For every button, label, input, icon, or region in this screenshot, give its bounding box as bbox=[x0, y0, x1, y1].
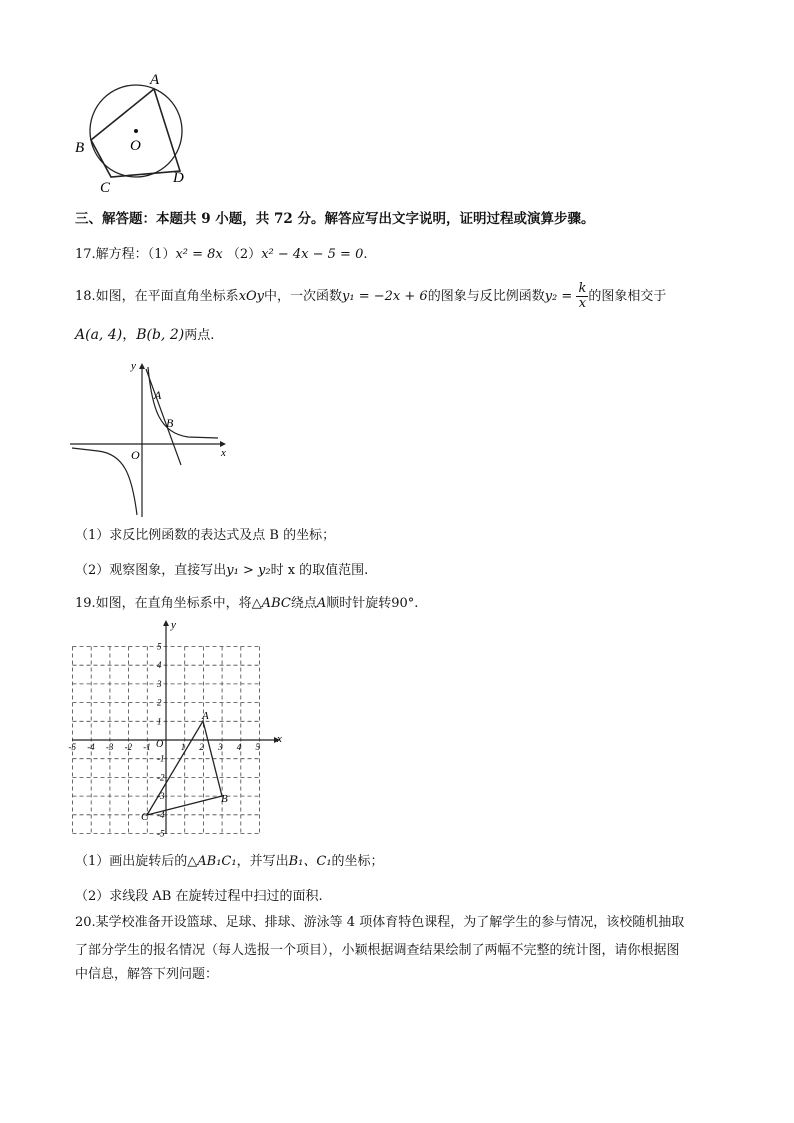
y-tick-label: 4 bbox=[157, 660, 162, 671]
q19-grid-figure bbox=[68, 620, 288, 840]
graph-label-x: x bbox=[221, 447, 226, 459]
q20-line1: 20.某学校准备开设篮球、足球、排球、游泳等 4 项体育特色课程，为了解学生的参与情况，该校随机抽取 bbox=[75, 915, 685, 930]
x-tick-label: -4 bbox=[87, 742, 95, 752]
x-tick-label: -5 bbox=[68, 742, 76, 752]
question-19 bbox=[75, 595, 418, 613]
q17-end: . bbox=[363, 247, 368, 262]
q19-angle: 90° bbox=[391, 596, 415, 611]
y-tick-label: -4 bbox=[157, 809, 165, 820]
y-tick-label: 3 bbox=[157, 678, 162, 689]
q18-part1: （1）求反比例函数的表达式及点 B 的坐标； bbox=[75, 528, 336, 543]
x-tick-label: 4 bbox=[236, 742, 242, 752]
q19-part1-b: ，并写出 bbox=[236, 854, 289, 869]
label-D: D bbox=[173, 170, 184, 186]
q19-text-c: 顺时针旋转 bbox=[326, 596, 392, 611]
q18-part2-b: 时 x 的取值范围. bbox=[270, 563, 369, 578]
q18-point-b: B(b, 2) bbox=[136, 327, 185, 343]
grid-label-x: x bbox=[277, 733, 282, 745]
label-C: C bbox=[100, 180, 111, 196]
q17-mid: （2） bbox=[226, 247, 262, 262]
question-17 bbox=[75, 246, 368, 264]
grid-label-C: C bbox=[141, 811, 149, 823]
q17-prefix: 17.解方程：（1） bbox=[75, 247, 176, 262]
q19-part1-a: （1）画出旋转后的 bbox=[75, 854, 188, 869]
y-tick-label: -2 bbox=[157, 772, 165, 783]
q18-frac-den: x bbox=[578, 296, 587, 311]
linear-function-line bbox=[146, 369, 181, 465]
grid-label-B: B bbox=[221, 793, 228, 805]
graph-label-B: B bbox=[166, 416, 174, 430]
q18-graph bbox=[68, 355, 238, 520]
y-tick-label: -1 bbox=[157, 753, 165, 764]
q19-text-b: 绕点 bbox=[290, 596, 317, 611]
x-tick-label: 1 bbox=[180, 742, 186, 752]
graph-label-y: y bbox=[131, 360, 136, 372]
q19-part1-tri: △AB₁C₁ bbox=[187, 854, 237, 869]
x-tick-label: -2 bbox=[124, 742, 133, 752]
hyperbola-branch-2 bbox=[72, 448, 137, 515]
q18-text-b: 中，一次函数 bbox=[264, 289, 343, 304]
circle-figure bbox=[70, 68, 200, 198]
x-tick-label: 3 bbox=[218, 742, 223, 752]
q18-text-d: 的图象相交于 bbox=[588, 289, 667, 304]
q18-sep: ， bbox=[122, 327, 137, 343]
q19-tri: △ABC bbox=[251, 596, 291, 611]
label-O: O bbox=[130, 138, 141, 154]
y-tick-label: -5 bbox=[157, 828, 165, 839]
x-tick-label: 2 bbox=[199, 742, 204, 752]
q19-part1 bbox=[75, 853, 384, 871]
q18-coord: xOy bbox=[238, 289, 265, 304]
x-tick-label: -1 bbox=[143, 742, 151, 752]
q19-point: A bbox=[316, 596, 327, 611]
label-B: B bbox=[75, 140, 85, 156]
y-axis-arrow bbox=[139, 363, 145, 369]
q18-text-a: 18.如图，在平面直角坐标系 bbox=[75, 289, 239, 304]
y-tick-label: 2 bbox=[157, 697, 162, 708]
grid-label-y: y bbox=[171, 620, 176, 631]
q18-func1: y₁ = −2x + 6 bbox=[342, 289, 428, 304]
q18-text-c: 的图象与反比例函数 bbox=[427, 289, 545, 304]
y-tick-label: -3 bbox=[157, 791, 165, 802]
q18-func2-lhs: y₂ = bbox=[544, 289, 573, 304]
q18-part2-a: （2）观察图象，直接写出 bbox=[75, 563, 227, 578]
question-18-line2 bbox=[75, 326, 214, 345]
grid-label-A: A bbox=[202, 710, 209, 722]
q18-frac-num: k bbox=[578, 281, 587, 296]
y-axis-arrow bbox=[163, 620, 169, 626]
x-tick-label: 5 bbox=[255, 742, 260, 752]
question-18-line1 bbox=[75, 282, 666, 311]
y-tick-label: 1 bbox=[157, 716, 162, 727]
q17-eq1: x² = 8x bbox=[175, 247, 223, 262]
q20-line3: 中信息，解答下列问题： bbox=[75, 967, 219, 982]
q18-line2-end: 两点. bbox=[184, 328, 215, 343]
q17-eq2: x² − 4x − 5 = 0 bbox=[261, 247, 364, 262]
section-heading: 三、解答题：本题共 9 小题，共 72 分。解答应写出文字说明，证明过程或演算步骤。 bbox=[75, 211, 595, 227]
q20-line2: 了部分学生的报名情况（每人选报一个项目），小颖根据调查结果绘制了两幅不完整的统计图，请你根据图 bbox=[75, 943, 680, 958]
q19-part2: （2）求线段 AB 在旋转过程中扫过的面积. bbox=[75, 889, 323, 904]
y-tick-label: 5 bbox=[157, 641, 162, 652]
q19-part1-c: 的坐标； bbox=[331, 854, 384, 869]
q19-part1-pts: B₁、C₁ bbox=[288, 854, 332, 869]
q19-text-a: 19.如图，在直角坐标系中，将 bbox=[75, 596, 252, 611]
q18-fraction bbox=[576, 282, 588, 311]
graph-label-A: A bbox=[154, 388, 162, 402]
grid-label-O: O bbox=[156, 739, 164, 750]
x-tick-label: -3 bbox=[105, 742, 114, 752]
q18-part2-cond: y₁ > y₂ bbox=[226, 563, 271, 578]
graph-label-O: O bbox=[131, 448, 140, 462]
center-point bbox=[134, 129, 138, 133]
quadrilateral-abcd bbox=[91, 89, 180, 177]
q19-text-d: . bbox=[414, 596, 419, 611]
q18-point-a: A(a, 4) bbox=[75, 327, 123, 343]
q18-part2 bbox=[75, 562, 368, 580]
label-A: A bbox=[150, 72, 160, 88]
